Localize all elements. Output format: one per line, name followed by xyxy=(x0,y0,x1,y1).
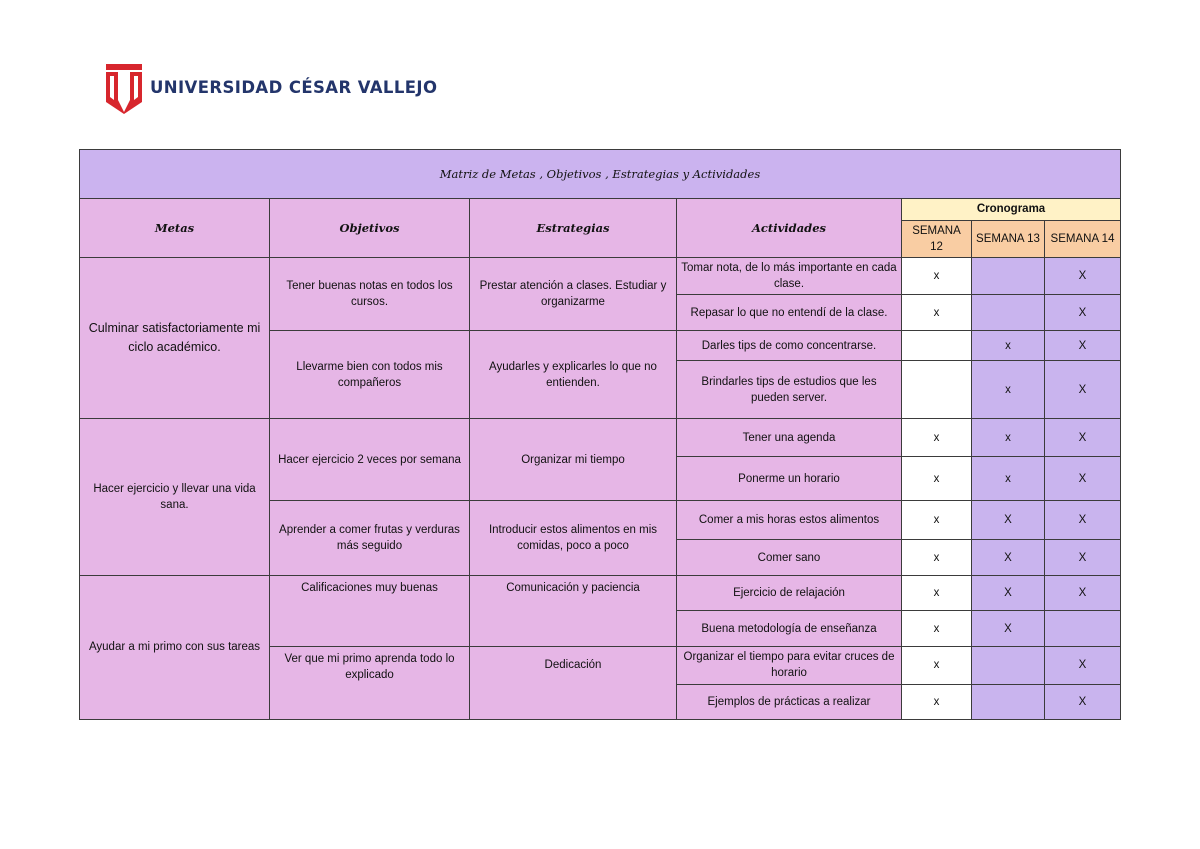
university-shield-icon xyxy=(104,62,144,114)
actividad-cell: Tener una agenda xyxy=(677,419,902,457)
matrix-title: Matriz de Metas , Objetivos , Estrategias y Actividades xyxy=(80,150,1121,199)
week-13-mark xyxy=(972,258,1045,295)
header-week-13: SEMANA 13 xyxy=(972,221,1045,258)
university-logo xyxy=(104,62,438,114)
meta-cell: Culminar satisfactoriamente mi ciclo académico. xyxy=(80,258,270,419)
actividad-cell: Repasar lo que no entendí de la clase. xyxy=(677,295,902,331)
actividad-cell: Darles tips de como concentrarse. xyxy=(677,331,902,361)
week-12-mark: x xyxy=(902,540,972,576)
week-14-mark: X xyxy=(1045,540,1121,576)
estrategia-cell: Dedicación xyxy=(470,647,677,719)
week-12-mark: x xyxy=(902,419,972,457)
actividad-cell: Buena metodología de enseñanza xyxy=(677,611,902,647)
week-12-mark: x xyxy=(902,576,972,611)
week-12-mark: x xyxy=(902,258,972,295)
week-13-mark: x xyxy=(972,331,1045,361)
week-14-mark: X xyxy=(1045,576,1121,611)
week-14-mark: X xyxy=(1045,501,1121,540)
objetivo-cell: Ver que mi primo aprenda todo lo explicado xyxy=(270,647,470,719)
meta-cell: Hacer ejercicio y llevar una vida sana. xyxy=(80,419,270,576)
week-12-mark: x xyxy=(902,457,972,501)
actividad-cell: Comer a mis horas estos alimentos xyxy=(677,501,902,540)
objetivo-cell: Tener buenas notas en todos los cursos. xyxy=(270,258,470,331)
week-14-mark: X xyxy=(1045,457,1121,501)
week-13-mark: x xyxy=(972,361,1045,419)
week-13-mark: X xyxy=(972,611,1045,647)
week-14-mark: X xyxy=(1045,419,1121,457)
week-14-mark xyxy=(1045,611,1121,647)
week-12-mark xyxy=(902,361,972,419)
week-14-mark: X xyxy=(1045,295,1121,331)
objetivo-cell: Aprender a comer frutas y verduras más seguido xyxy=(270,501,470,576)
meta-cell: Ayudar a mi primo con sus tareas xyxy=(80,576,270,719)
estrategia-cell: Organizar mi tiempo xyxy=(470,419,677,501)
week-12-mark: x xyxy=(902,501,972,540)
week-13-mark: X xyxy=(972,576,1045,611)
week-13-mark xyxy=(972,295,1045,331)
objetivo-cell: Llevarme bien con todos mis compañeros xyxy=(270,331,470,419)
actividad-cell: Comer sano xyxy=(677,540,902,576)
goals-matrix-table xyxy=(79,149,1121,720)
objetivo-cell: Calificaciones muy buenas xyxy=(270,576,470,647)
actividad-cell: Ponerme un horario xyxy=(677,457,902,501)
header-week-12: SEMANA 12 xyxy=(902,221,972,258)
header-metas: Metas xyxy=(80,199,270,258)
week-12-mark: x xyxy=(902,611,972,647)
actividad-cell: Tomar nota, de lo más importante en cada clase. xyxy=(677,258,902,295)
header-week-14: SEMANA 14 xyxy=(1045,221,1121,258)
week-13-mark xyxy=(972,647,1045,684)
week-14-mark: X xyxy=(1045,684,1121,719)
university-name: UNIVERSIDAD CÉSAR VALLEJO xyxy=(150,78,438,97)
actividad-cell: Organizar el tiempo para evitar cruces de horario xyxy=(677,647,902,684)
week-13-mark: x xyxy=(972,419,1045,457)
estrategia-cell: Ayudarles y explicarles lo que no entienden. xyxy=(470,331,677,419)
week-12-mark xyxy=(902,331,972,361)
week-14-mark: X xyxy=(1045,258,1121,295)
actividad-cell: Brindarles tips de estudios que les pueden server. xyxy=(677,361,902,419)
estrategia-cell: Prestar atención a clases. Estudiar y organizarme xyxy=(470,258,677,331)
actividad-cell: Ejercicio de relajación xyxy=(677,576,902,611)
estrategia-cell: Introducir estos alimentos en mis comidas, poco a poco xyxy=(470,501,677,576)
header-cronograma: Cronograma xyxy=(902,199,1121,221)
week-12-mark: x xyxy=(902,647,972,684)
actividad-cell: Ejemplos de prácticas a realizar xyxy=(677,684,902,719)
header-objetivos: Objetivos xyxy=(270,199,470,258)
week-12-mark: x xyxy=(902,684,972,719)
objetivo-cell: Hacer ejercicio 2 veces por semana xyxy=(270,419,470,501)
week-14-mark: X xyxy=(1045,331,1121,361)
estrategia-cell: Comunicación y paciencia xyxy=(470,576,677,647)
week-14-mark: X xyxy=(1045,647,1121,684)
week-13-mark: X xyxy=(972,501,1045,540)
week-12-mark: x xyxy=(902,295,972,331)
header-estrategias: Estrategias xyxy=(470,199,677,258)
week-13-mark: X xyxy=(972,540,1045,576)
week-13-mark xyxy=(972,684,1045,719)
week-14-mark: X xyxy=(1045,361,1121,419)
header-actividades: Actividades xyxy=(677,199,902,258)
week-13-mark: x xyxy=(972,457,1045,501)
